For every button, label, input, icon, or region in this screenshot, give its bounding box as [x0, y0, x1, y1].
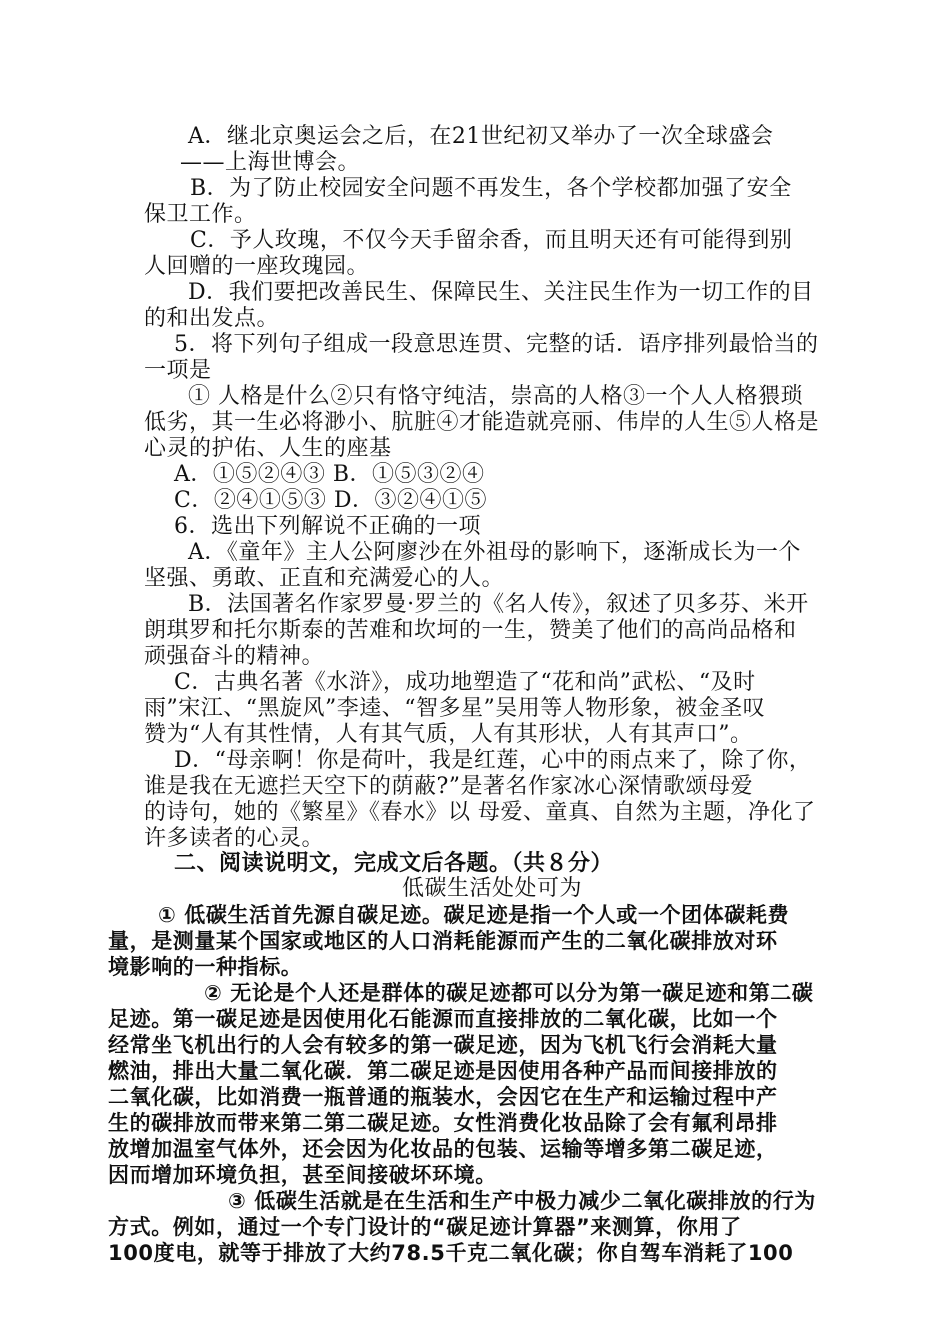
q4-option-b-line-2: 保卫工作。 [144, 202, 257, 227]
article-line: 100度电，就等于排放了大约78.5千克二氧化碳；你自驾车消耗了100 [108, 1241, 794, 1265]
q6-line: 许多读者的心灵。 [144, 826, 325, 851]
q4-option-a-line-1: A．继北京奥运会之后，在21世纪初又举办了一次全球盛会 [188, 124, 774, 149]
q5-stem-line-2: 一项是 [144, 358, 212, 383]
q6-line: B．法国著名作家罗曼·罗兰的《名人传》，叙述了贝多芬、米开 [188, 592, 809, 617]
q6-line: 雨”宋江、“黑旋风”李逵、“智多星”吴用等人物形象，被金圣叹 [144, 696, 766, 721]
article-line: 燃油，排出大量二氧化碳．第二碳足迹是因使用各种产品而间接排放的 [108, 1059, 778, 1083]
article-line: 方式。例如，通过一个专门设计的“碳足迹计算器”来测算，你用了 [108, 1215, 742, 1239]
section-heading: 二、阅读说明文，完成文后各题。（共８分） [174, 850, 614, 876]
article-line: 放增加温室气体外，还会因为化妆品的包装、运输等增多第二碳足迹， [108, 1137, 778, 1161]
article-line: ③ 低碳生活就是在生活和生产中极力减少二氧化碳排放的行为 [228, 1189, 816, 1213]
q6-line: C．古典名著《水浒》，成功地塑造了“花和尚”武松、“及时 [174, 670, 756, 695]
q6-line: 谁是我在无遮拦天空下的荫蔽?”是著名作家冰心深情歌颂母爱 [144, 774, 754, 799]
article-title: 低碳生活处处可为 [402, 876, 583, 901]
q4-option-a-line-2: ——上海世博会。 [180, 150, 361, 175]
q4-option-c-line-2: 人回赠的一座玫瑰园。 [144, 254, 370, 279]
q5-sentences-line-1: ① 人格是什么②只有恪守纯洁，崇高的人格③一个人人格猥琐 [188, 384, 803, 409]
q6-line: 赞为“人有其性情，人有其气质，人有其形状，人有其声口”。 [144, 722, 753, 747]
q6-line: 的诗句，她的《繁星》《春水》以 母爱、童真、自然为主题，净化了 [144, 800, 816, 825]
article-line: ① 低碳生活首先源自碳足迹。碳足迹是指一个人或一个团体碳耗费 [158, 903, 790, 927]
article-line: 境影响的一种指标。 [108, 955, 303, 979]
q4-option-c-line-1: C．予人玫瑰，不仅今天手留余香，而且明天还有可能得到别 [190, 228, 793, 253]
article-line: ② 无论是个人还是群体的碳足迹都可以分为第一碳足迹和第二碳 [204, 981, 814, 1005]
q6-line: D．“母亲啊！你是荷叶，我是红莲，心中的雨点来了，除了你， [174, 748, 812, 773]
q5-options-line-1: A．①⑤②④③ B．①⑤③②④ [174, 462, 485, 487]
article-line: 经常坐飞机出行的人会有较多的第一碳足迹，因为飞机飞行会消耗大量 [108, 1033, 778, 1057]
q6-stem: 6．选出下列解说不正确的一项 [174, 514, 481, 539]
q6-line: 坚强、勇敢、正直和充满爱心的人。 [144, 566, 505, 591]
article-line: 量，是测量某个国家或地区的人口消耗能源而产生的二氧化碳排放对环 [108, 929, 778, 953]
article-line: 生的碳排放而带来第二第二碳足迹。女性消费化妆品除了会有氟利昂排 [108, 1111, 778, 1135]
q4-option-d-line-1: D．我们要把改善民生、保障民生、关注民生作为一切工作的目 [188, 280, 814, 305]
q5-stem-line-1: 5．将下列句子组成一段意思连贯、完整的话．语序排列最恰当的 [174, 332, 819, 357]
article-line: 因而增加环境负担，甚至间接破坏环境。 [108, 1163, 497, 1187]
q5-sentences-line-2: 低劣，其一生必将渺小、肮脏④才能造就亮丽、伟岸的人生⑤人格是 [144, 410, 820, 435]
q5-sentences-line-3: 心灵的护佑、人生的座基 [144, 436, 392, 461]
q5-options-line-2: C．②④①⑤③ D．③②④①⑤ [174, 488, 487, 513]
q6-line: 朗琪罗和托尔斯泰的苦难和坎坷的一生，赞美了他们的高尚品格和 [144, 618, 797, 643]
q6-line: 顽强奋斗的精神。 [144, 644, 325, 669]
q4-option-d-line-2: 的和出发点。 [144, 306, 280, 331]
article-line: 足迹。第一碳足迹是因使用化石能源而直接排放的二氧化碳，比如一个 [108, 1007, 778, 1031]
q6-line: A．《童年》主人公阿廖沙在外祖母的影响下，逐渐成长为一个 [188, 540, 801, 565]
q4-option-b-line-1: B．为了防止校园安全问题不再发生，各个学校都加强了安全 [190, 176, 792, 201]
article-line: 二氧化碳，比如消费一瓶普通的瓶装水，会因它在生产和运输过程中产 [108, 1085, 778, 1109]
